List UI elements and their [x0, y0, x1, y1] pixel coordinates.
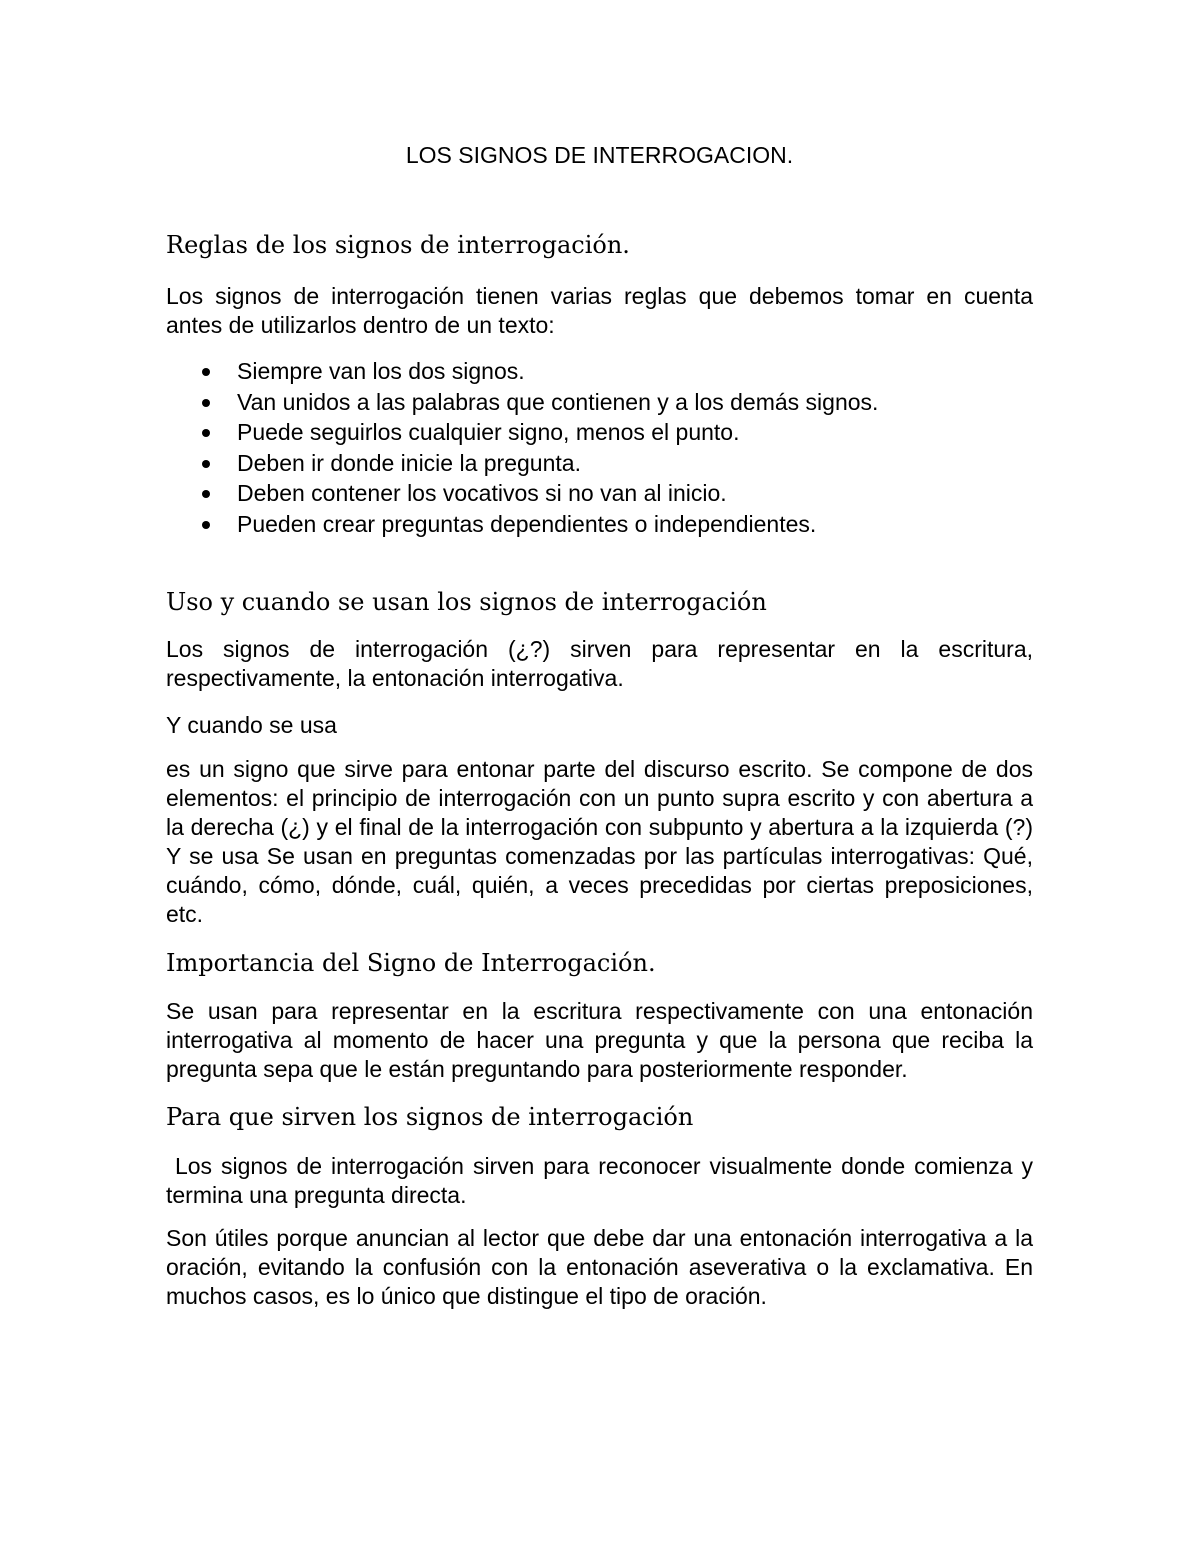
list-item-text: Van unidos a las palabras que contienen y a los demás signos. [237, 388, 879, 415]
paragraph-importancia: Se usan para representar en la escritura respectivamente con una entonación interrogativa al momento de hacer una pregunta y que la persona que reciba la pregunta sepa que le están preguntando para posteriormente responder. [166, 998, 1033, 1082]
section-heading-reglas: Reglas de los signos de interrogación. [166, 231, 630, 259]
paragraph-uso-definicion: Los signos de interrogación (¿?) sirven para representar en la escritura, respectivamente, la entonación interrogativa. [166, 636, 1033, 691]
paragraph-para-que-sirven: Los signos de interrogación sirven para reconocer visualmente donde comienza y termina una pregunta directa. [166, 1153, 1040, 1208]
paragraph-y-cuando-se-usa: Y cuando se usa [166, 712, 337, 738]
document-title: LOS SIGNOS DE INTERROGACION. [405, 142, 794, 168]
bullet-icon [202, 460, 210, 468]
bullet-icon [202, 521, 210, 529]
list-item-text: Siempre van los dos signos. [237, 358, 525, 384]
list-item-text: Puede seguirlos cualquier signo, menos el punto. [237, 419, 740, 445]
paragraph-son-utiles: Son útiles porque anuncian al lector que debe dar una entonación interrogativa a la oración, evitando la confusión con la entonación aseverativa o la exclamativa. En muchos casos, es lo único que distingue el tipo de oración. [166, 1225, 1033, 1309]
section-heading-para-que-sirven: Para que sirven los signos de interrogación [166, 1103, 694, 1131]
bullet-icon [202, 399, 210, 407]
rules-bullet-list [166, 357, 878, 540]
list-item-text: Pueden crear preguntas dependientes o independientes. [237, 510, 817, 537]
list-item [166, 418, 878, 449]
list-item [166, 388, 878, 419]
list-item [166, 449, 878, 480]
section-heading-importancia: Importancia del Signo de Interrogación. [166, 949, 656, 977]
list-item [166, 357, 878, 388]
list-item [166, 510, 878, 541]
bullet-icon [202, 490, 210, 498]
section-heading-uso: Uso y cuando se usan los signos de interrogación [166, 588, 767, 616]
list-item [166, 479, 878, 510]
list-item-text: Deben contener los vocativos si no van al inicio. [237, 480, 727, 506]
bullet-icon [202, 368, 210, 376]
paragraph-reglas-intro: Los signos de interrogación tienen varias reglas que debemos tomar en cuenta antes de utilizarlos dentro de un texto: [166, 283, 1033, 338]
list-item-text: Deben ir donde inicie la pregunta. [237, 449, 581, 476]
paragraph-uso-detalle: es un signo que sirve para entonar parte del discurso escrito. Se compone de dos elementos: el principio de interrogación con un punto supra escrito y con abertura a la derecha (¿) y el final de la interrogación con subpunto y abertura a la izquierda (?) Y se usa Se usan en preguntas comenzadas por las partículas interrogativas: Qué, cuándo, cómo, dónde, cuál, quién, a veces precedidas por ciertas preposiciones, etc. [166, 756, 1033, 927]
bullet-icon [202, 429, 210, 437]
